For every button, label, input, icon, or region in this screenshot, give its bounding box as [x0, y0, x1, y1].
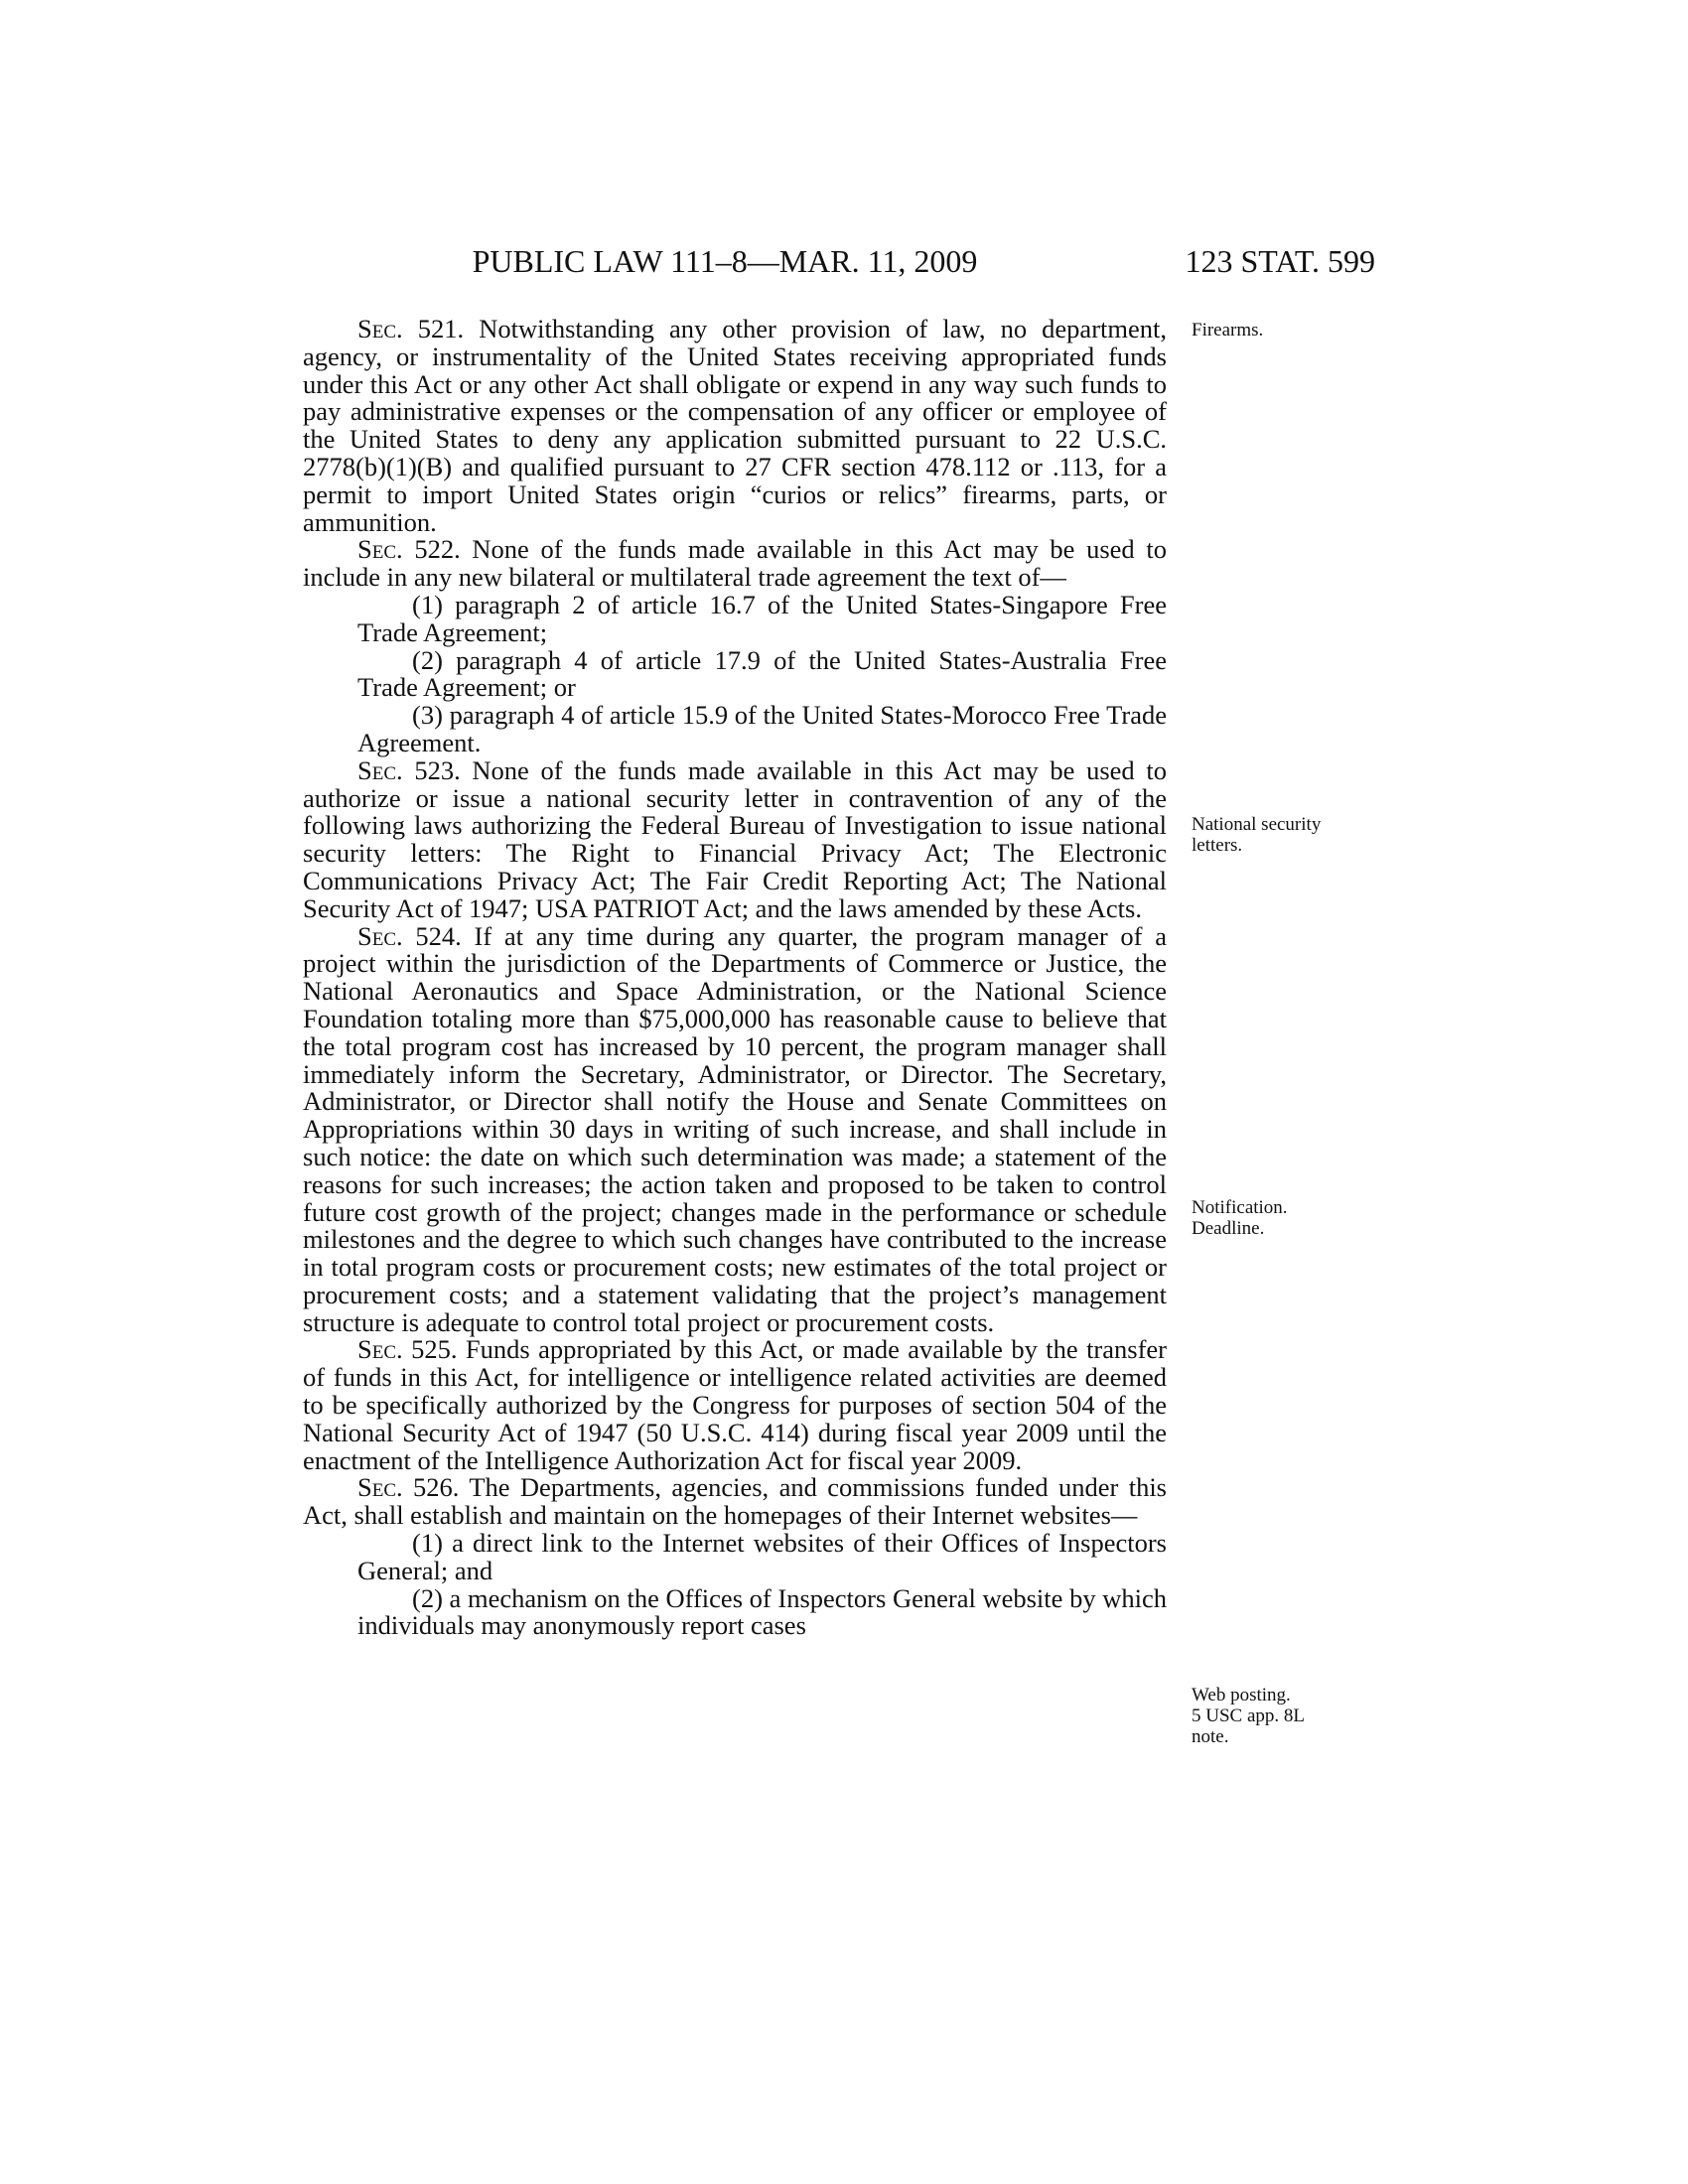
sec-label: Sec.	[357, 534, 403, 565]
section-522-paragraph-3: (3) paragraph 4 of article 15.9 of the United States-Morocco Free Trade Agreement.	[357, 700, 1167, 757]
statute-body	[303, 316, 1167, 1640]
margin-note-line: Notification.	[1192, 1197, 1288, 1218]
section-522-paragraph-1: (1) paragraph 2 of article 16.7 of the United States-Singapore Free Trade Agreement;	[357, 589, 1167, 647]
section-526	[303, 1474, 1167, 1530]
sec-label: Sec.	[357, 754, 403, 785]
section-526-paragraph-1: (1) a direct link to the Internet websites of their Offices of Inspectors General; and	[357, 1528, 1167, 1585]
section-525	[303, 1336, 1167, 1474]
margin-note-line: Web posting.	[1192, 1685, 1291, 1706]
margin-note-line: Firearms.	[1192, 320, 1264, 341]
margin-note-line: letters.	[1192, 835, 1243, 856]
page-header-title: PUBLIC LAW 111–8—MAR. 11, 2009	[472, 243, 978, 279]
margin-note-line: 5 USC app. 8L	[1192, 1706, 1305, 1726]
section-text: 525. Funds appropriated by this Act, or made available by the transfer of funds in this Act, for intelligence or intelligence related activities are deemed to be specifically authorized by the Congress for purposes of section 504 of the National Security Act of 1947 (50 U.S.C. 414) during fiscal year 2009 until the enactment of the Intelligence Authorization Act for fiscal year 2009.	[303, 1334, 1167, 1475]
margin-note-web-posting	[1192, 1685, 1390, 1747]
section-523	[303, 754, 1167, 923]
section-521	[303, 316, 1167, 536]
margin-note-firearms	[1192, 320, 1390, 341]
margin-note-line: note.	[1192, 1726, 1229, 1747]
sec-label: Sec.	[357, 920, 403, 951]
section-text: 523. None of the funds made available in this Act may be used to authorize or issue a national security letter in contravention of any of the following laws authorizing the Federal Bureau of Investigation to issue national security letters: The Right to Financial Privacy Act; The Electronic Communications Privacy Act; The Fair Credit Reporting Act; The National Security Act of 1947; USA PATRIOT Act; and the laws amended by these Acts.	[303, 754, 1167, 923]
section-522	[303, 536, 1167, 592]
page-header-stat-citation: 123 STAT. 599	[1185, 243, 1375, 279]
section-524	[303, 920, 1167, 1337]
sec-label: Sec.	[357, 1472, 403, 1503]
sec-label: Sec.	[357, 314, 403, 343]
section-text: 524. If at any time during any quarter, the program manager of a project within the jurisdiction of the Departments of Commerce or Justice, the National Aeronautics and Space Administration, or the National Science Foundation totaling more than $75,000,000 has reasonable cause to believe that the total program cost has increased by 10 percent, the program manager shall immediately inform the Secretary, Administrator, or Director. The Secretary, Administrator, or Director shall notify the House and Senate Committees on Appropriations within 30 days in writing of such increase, and shall include in such notice: the date on which such determination was made; a statement of the reasons for such increases; the action taken and proposed to be taken to control future cost growth of the project; changes made in the performance or schedule milestones and the degree to which such changes have contributed to the increase in total program costs or procurement costs; new estimates of the total project or procurement costs; and a statement validating that the project’s management structure is adequate to control total project or procurement costs.	[303, 920, 1167, 1337]
section-text: 521. Notwithstanding any other provision of law, no department, agency, or instrumentality of the United States receiving appropriated funds under this Act or any other Act shall obligate or expend in any way such funds to pay administrative expenses or the compensation of any officer or employee of the United States to deny any application submitted pursuant to 22 U.S.C. 2778(b)(1)(B) and qualified pursuant to 27 CFR section 478.112 or .113, for a permit to import United States origin “curios or relics” firearms, parts, or ammunition.	[303, 314, 1167, 537]
margin-note-notification-deadline	[1192, 1197, 1390, 1239]
sec-label: Sec.	[357, 1334, 403, 1365]
margin-note-line: Deadline.	[1192, 1218, 1265, 1239]
section-526-paragraph-2: (2) a mechanism on the Offices of Inspectors General website by which individuals may anonymously report cases	[357, 1582, 1167, 1641]
section-text: 526. The Departments, agencies, and commissions funded under this Act, shall establish and maintain on the homepages of their Internet websites—	[303, 1472, 1167, 1531]
margin-note-national-security-letters	[1192, 814, 1390, 856]
section-text: 522. None of the funds made available in this Act may be used to include in any new bilateral or multilateral trade agreement the text of—	[303, 534, 1167, 593]
margin-note-line: National security	[1192, 814, 1322, 835]
section-522-paragraph-2: (2) paragraph 4 of article 17.9 of the United States-Australia Free Trade Agreement; or	[357, 644, 1167, 703]
